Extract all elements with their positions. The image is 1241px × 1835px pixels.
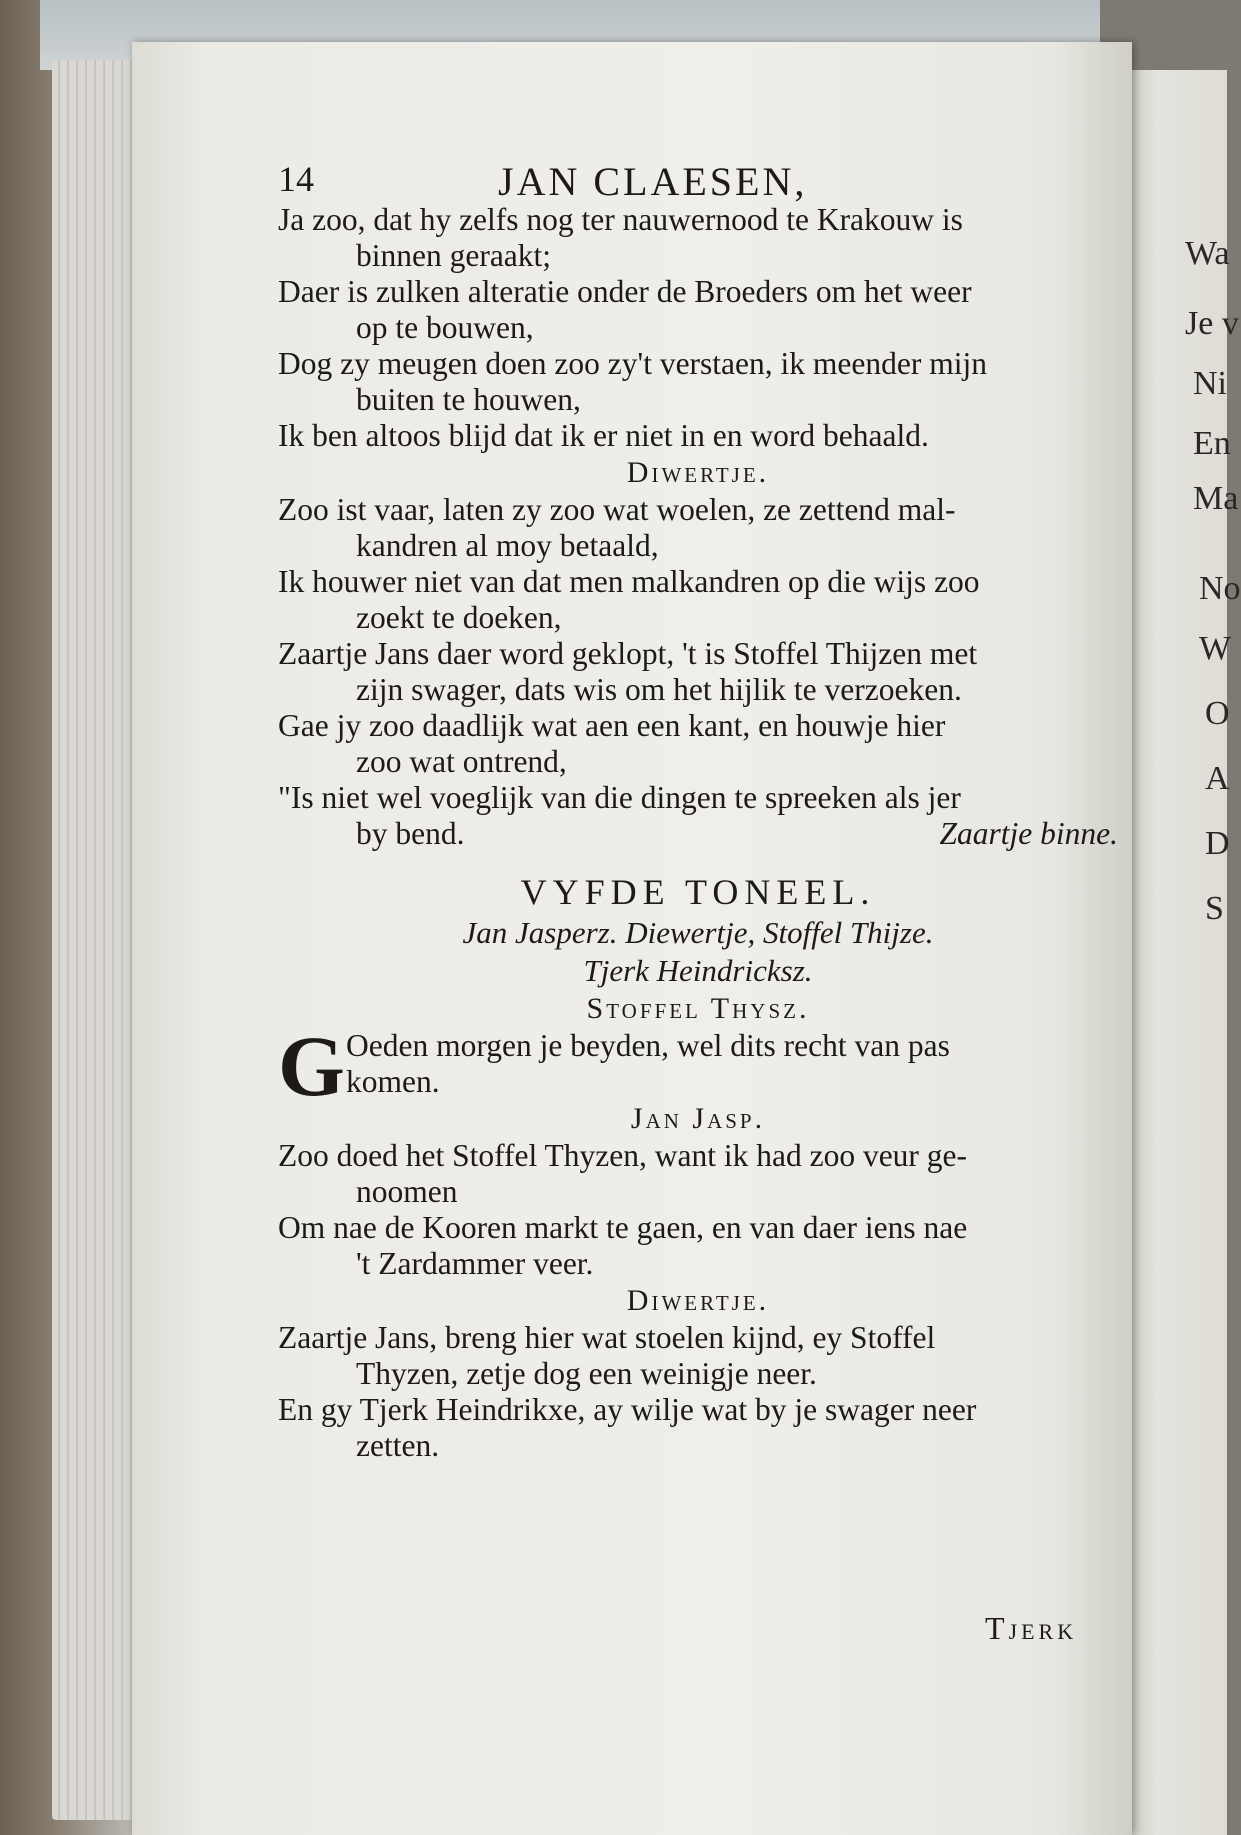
text-line-continued: binnen geraakt; [356,238,552,273]
text-line-continued: noomen [356,1174,458,1209]
running-title: JAN CLAESEN, [498,159,808,204]
facing-fragment: Wa [1185,235,1230,272]
text-line-continued: zoekt te doeken, [356,600,562,635]
text-line: En gy Tjerk Heindrikxe, ay wilje wat by je swager neer [278,1392,977,1427]
page-text [278,202,1118,1464]
text-line-content: Oeden morgen je beyden, wel dits recht van pas [346,1028,950,1063]
speaker-name: Diwertje. [626,1284,770,1317]
text-line: Zoo ist vaar, laten zy zoo wat woelen, ze zettend mal- [278,492,956,527]
text-line: Om nae de Kooren markt te gaen, en van daer iens nae [278,1210,968,1245]
text-line-continued: zetten. [356,1428,440,1463]
text-line-continued: by bend. [356,816,465,851]
facing-page [1125,70,1241,1835]
text-line: Ik ben altoos blijd dat ik er niet in en word behaald. [278,418,929,453]
drop-capital: G [278,1018,345,1114]
speaker-name: Stoffel Thysz. [586,992,810,1025]
text-line: Zoo doed het Stoffel Thyzen, want ik had zoo veur ge- [278,1138,968,1173]
text-line-continued: kandren al moy betaald, [356,528,659,563]
speaker-name: Diwertje. [626,456,770,489]
speaker-name: Jan Jasp. [630,1102,766,1135]
facing-fragment: Ma [1193,480,1239,517]
facing-fragment: En [1193,425,1231,462]
text-line-continued: komen. [346,1064,440,1099]
page-number: 14 [278,159,314,199]
facing-fragment: A [1205,760,1230,797]
text-line: Gae jy zoo daadlijk wat aen een kant, en houwje hier [278,708,946,743]
facing-fragment: Je v [1185,305,1239,342]
text-line-continued: buiten te houwen, [356,382,581,417]
facing-fragment: O [1205,695,1230,732]
cast-list: Jan Jasperz. Diewertje, Stoffel Thijze. [462,915,934,950]
text-line: Zaartje Jans, breng hier wat stoelen kijnd, ey Stoffel [278,1320,936,1355]
text-line: Zaartje Jans daer word geklopt, 't is Stoffel Thijzen met [278,636,978,671]
facing-fragment: No [1199,570,1241,607]
text-line: Ja zoo, dat hy zelfs nog ter nauwernood te Krakouw is [278,202,963,237]
facing-fragment: W [1199,630,1232,667]
cast-list: Tjerk Heindricksz. [583,953,813,988]
catchword: Tjerk [985,1610,1078,1646]
text-line-continued: zoo wat ontrend, [356,744,567,779]
text-line-continued: 't Zardammer veer. [356,1246,594,1281]
scene-heading: VYFDE TONEEL. [520,872,876,912]
page-stack [52,60,142,1820]
facing-fragment: Ni [1193,365,1227,402]
text-line-continued: zijn swager, dats wis om het hijlik te verzoeken. [356,672,962,707]
text-line: "Is niet wel voeglijk van die dingen te spreeken als jer [278,780,961,815]
text-line-continued: op te bouwen, [356,310,534,345]
stage-direction: Zaartje binne. [939,816,1118,851]
text-line: Daer is zulken alteratie onder de Broeders om het weer [278,274,972,309]
text-line: Dog zy meugen doen zoo zy't verstaen, ik meender mijn [278,346,987,381]
facing-fragment: D [1205,825,1230,862]
text-line-continued: Thyzen, zetje dog een weinigje neer. [356,1356,817,1391]
text-line: Ik houwer niet van dat men malkandren op die wijs zoo [278,564,980,599]
facing-fragment: S [1205,890,1224,927]
